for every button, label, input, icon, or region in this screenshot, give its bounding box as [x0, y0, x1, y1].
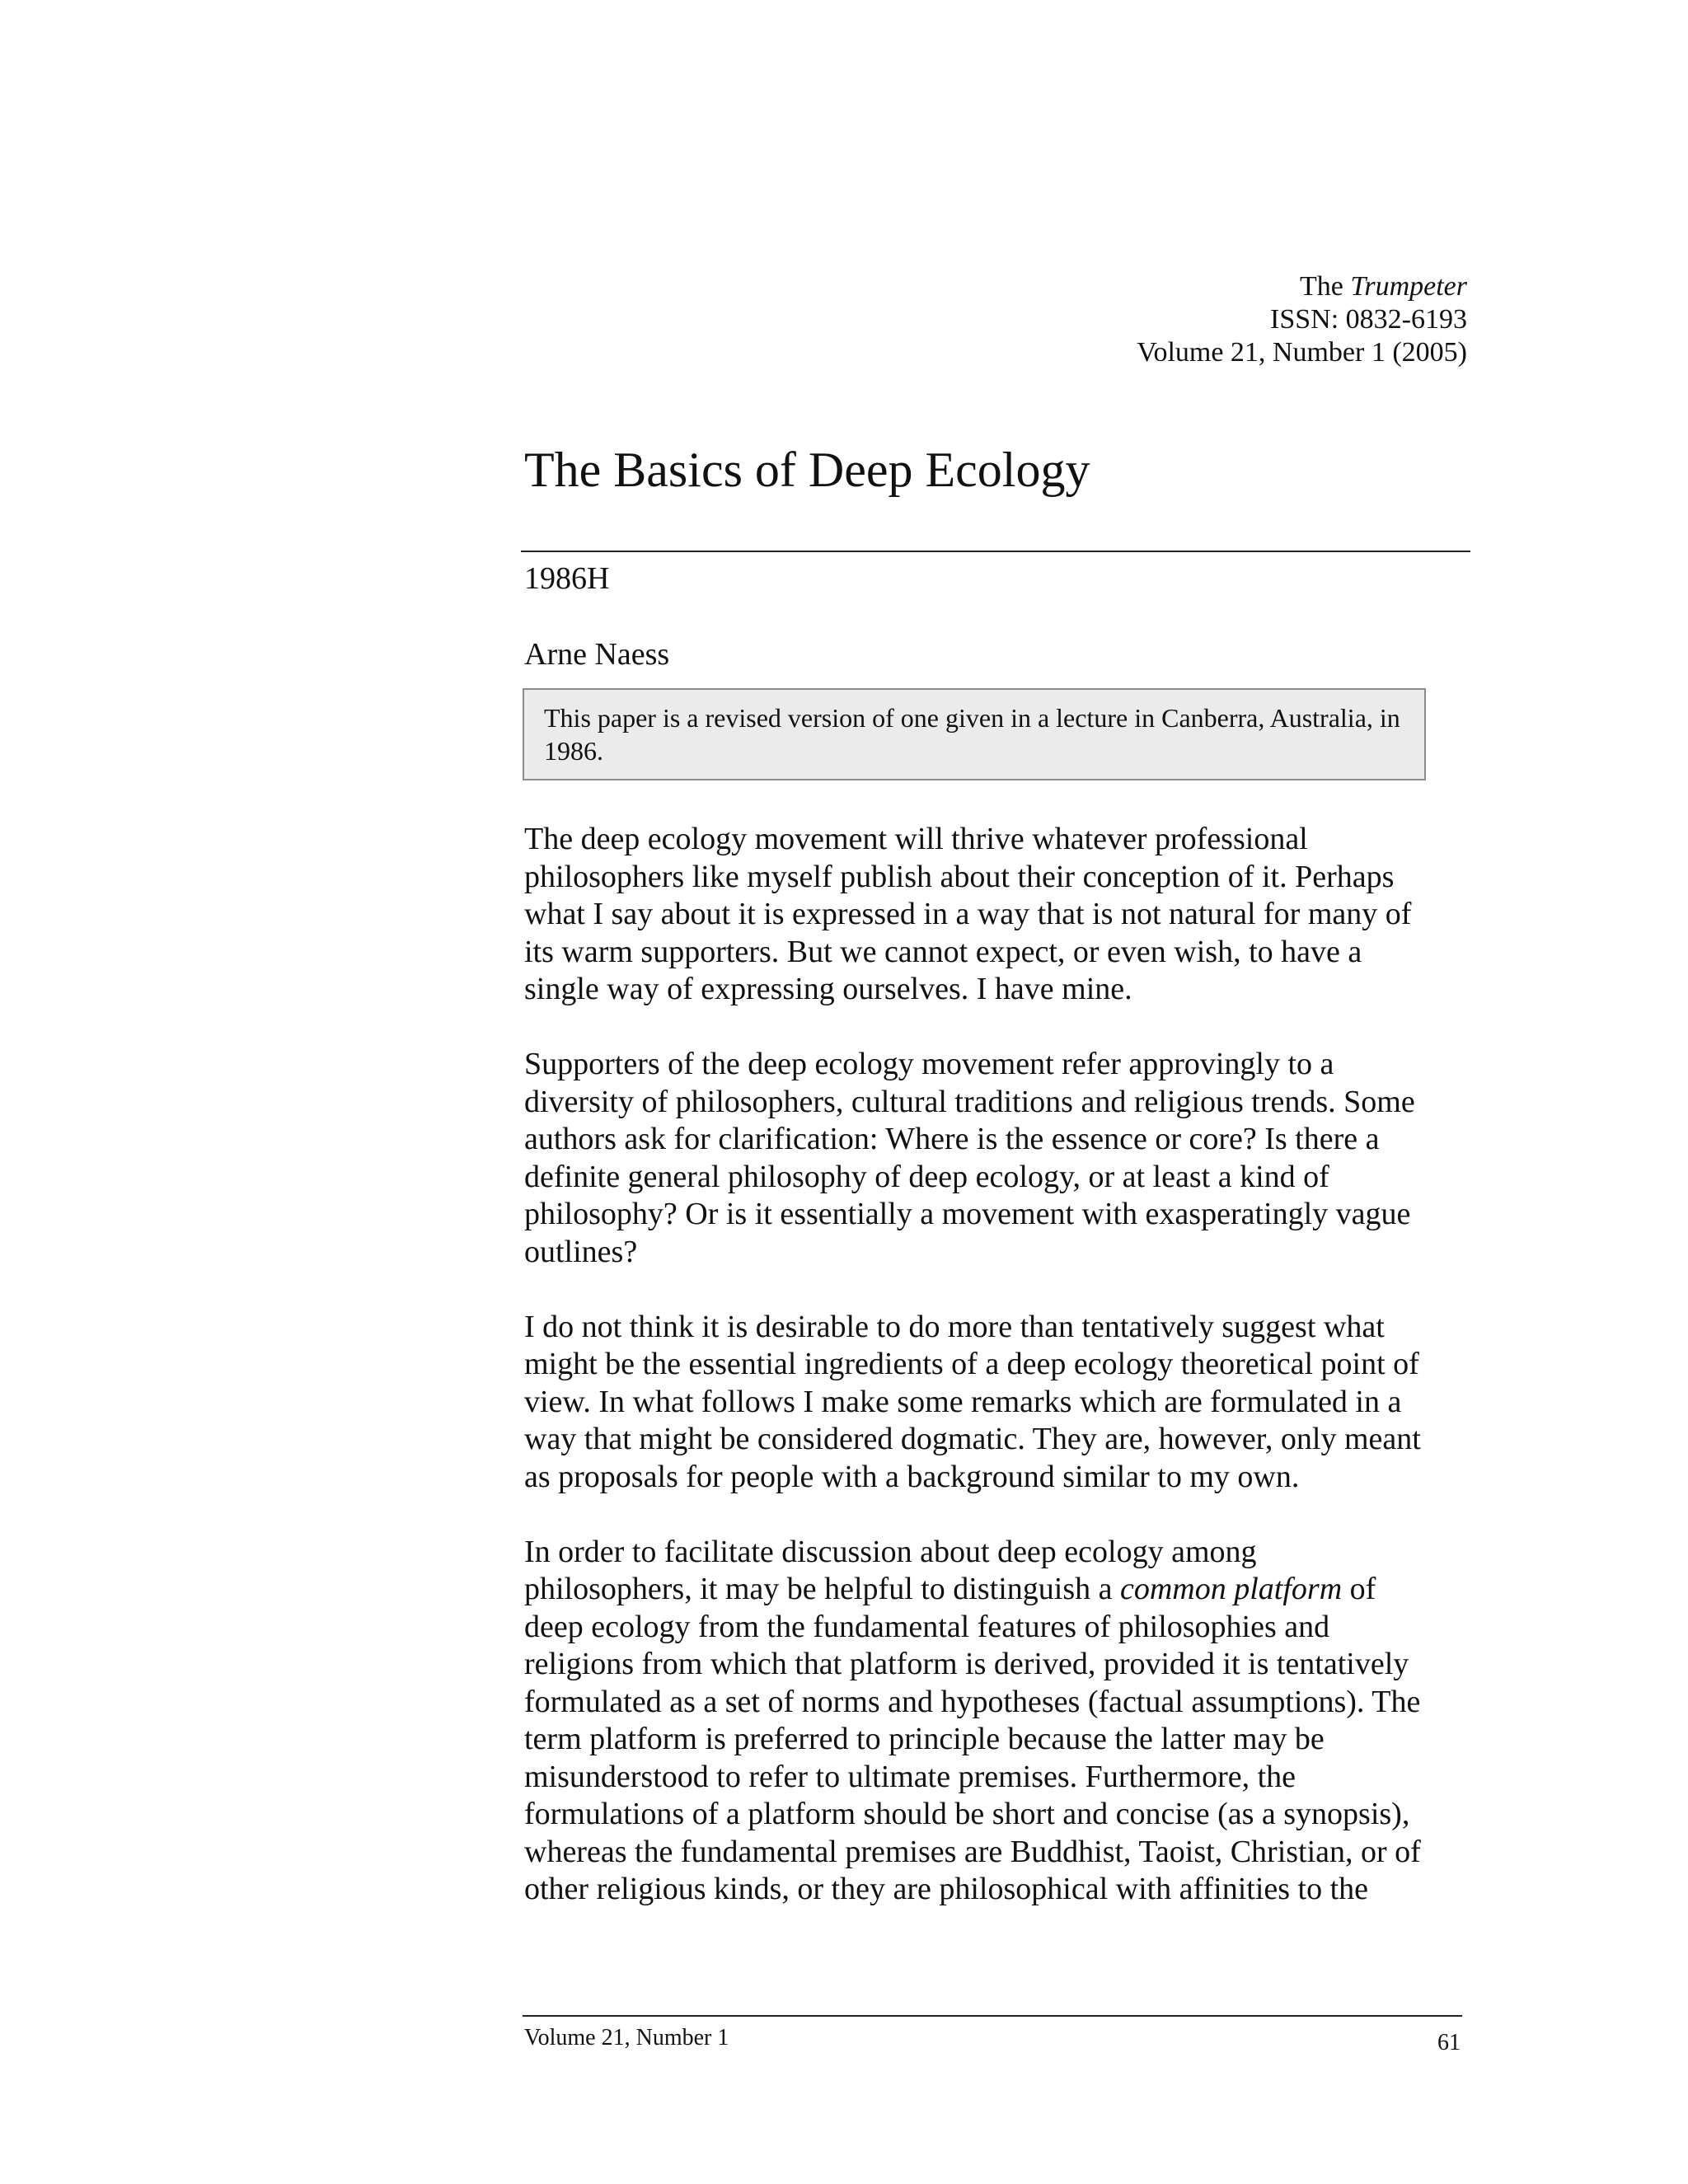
body-text-run: philosophers, it may be helpful to distinguish a	[524, 1572, 1113, 1606]
body-paragraph-1	[524, 821, 1480, 1009]
body-line: The deep ecology movement will thrive whatever professional	[524, 822, 1308, 856]
emphasis-common-platform: common platform	[1119, 1572, 1343, 1606]
article-body	[524, 821, 1480, 1946]
body-line: diversity of philosophers, cultural traditions and religious trends. Some	[524, 1084, 1415, 1119]
body-line: what I say about it is expressed in a way that is not natural for many of	[524, 897, 1412, 931]
article-author: Arne Naess	[524, 637, 670, 672]
body-line: view. In what follows I make some remarks which are formulated in a	[524, 1384, 1402, 1419]
journal-volume-issue: Volume 21, Number 1 (2005)	[1137, 337, 1467, 368]
body-line: deep ecology from the fundamental features of philosophies and	[524, 1609, 1330, 1644]
page-number: 61	[1437, 2030, 1461, 2055]
body-line: Supporters of the deep ecology movement refer approvingly to a	[524, 1047, 1334, 1081]
journal-name-line	[1137, 270, 1467, 303]
body-line: philosophy? Or is it essentially a movement with exasperatingly vague	[524, 1197, 1411, 1231]
body-line: outlines?	[524, 1234, 638, 1269]
article-note-box	[523, 688, 1426, 780]
body-line: religions from which that platform is derived, provided it is tentatively	[524, 1647, 1409, 1681]
body-line: as proposals for people with a background similar to my own.	[524, 1459, 1300, 1494]
journal-issn: ISSN: 0832-6193	[1270, 304, 1467, 335]
body-line: authors ask for clarification: Where is the essence or core? Is there a	[524, 1122, 1380, 1156]
body-line: single way of expressing ourselves. I have mine.	[524, 972, 1132, 1006]
body-line: definite general philosophy of deep ecology, or at least a kind of	[524, 1159, 1329, 1194]
body-line: philosophers like myself publish about their conception of it. Perhaps	[524, 859, 1395, 894]
journal-name: Trumpeter	[1350, 271, 1467, 302]
title-divider	[521, 551, 1470, 552]
body-line: other religious kinds, or they are philosophical with affinities to the	[524, 1872, 1369, 1906]
body-line: misunderstood to refer to ultimate premises. Furthermore, the	[524, 1759, 1296, 1794]
body-line-with-emphasis	[524, 1571, 1480, 1609]
journal-prefix: The	[1299, 271, 1343, 302]
body-line: term platform is preferred to principle because the latter may be	[524, 1722, 1325, 1756]
article-code: 1986H	[524, 561, 610, 596]
body-line: whereas the fundamental premises are Buddhist, Taoist, Christian, or of	[524, 1834, 1421, 1869]
body-line: In order to facilitate discussion about deep ecology among	[524, 1534, 1257, 1569]
note-line: in 1986.	[544, 703, 1400, 766]
article-title: The Basics of Deep Ecology	[524, 443, 1090, 497]
body-line: formulated as a set of norms and hypotheses (factual assumptions). The	[524, 1684, 1421, 1719]
body-line: might be the essential ingredients of a deep ecology theoretical point of	[524, 1347, 1419, 1381]
body-paragraph-3	[524, 1309, 1480, 1497]
body-line: its warm supporters. But we cannot expect, or even wish, to have a	[524, 934, 1362, 969]
footer-volume: Volume 21, Number 1	[524, 2025, 729, 2050]
footer-divider	[523, 2015, 1462, 2017]
body-text-run: of	[1349, 1572, 1376, 1606]
body-line: formulations of a platform should be short and concise (as a synopsis),	[524, 1797, 1410, 1831]
journal-masthead	[1137, 270, 1467, 369]
body-paragraph-4	[524, 1534, 1480, 1909]
body-paragraph-2	[524, 1046, 1480, 1271]
body-line: I do not think it is desirable to do more than tentatively suggest what	[524, 1309, 1385, 1344]
note-line: This paper is a revised version of one given in a lecture in Canberra, Australia,	[544, 703, 1373, 733]
body-line: way that might be considered dogmatic. They are, however, only meant	[524, 1422, 1421, 1456]
